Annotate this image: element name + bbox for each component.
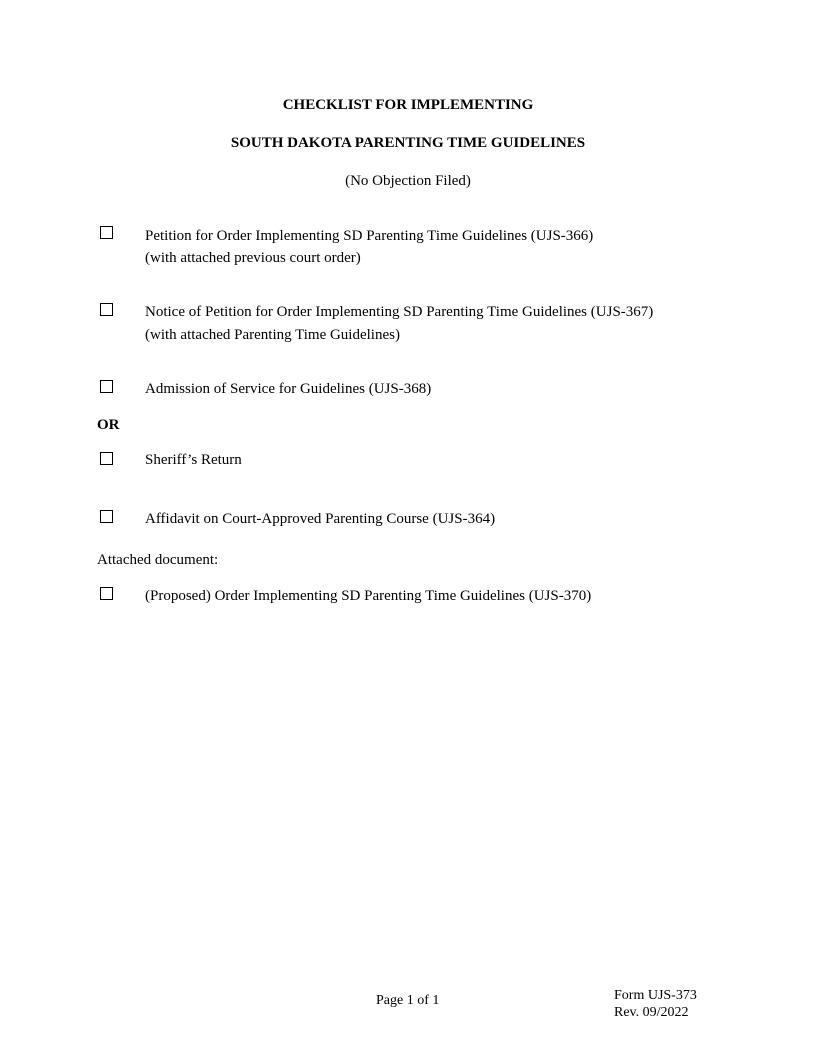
item-ujs-366-line1: Petition for Order Implementing SD Parenting Time Guidelines (UJS-366) — [145, 228, 594, 244]
item-ujs-366-line2: (with attached previous court order) — [145, 250, 361, 266]
page-title-line1: CHECKLIST FOR IMPLEMENTING — [282, 97, 534, 113]
item-ujs-367-line2: (with attached Parenting Time Guidelines) — [145, 327, 400, 343]
form-number: Form UJS-373 — [614, 988, 697, 1003]
page-title-line2: SOUTH DAKOTA PARENTING TIME GUIDELINES — [230, 135, 586, 151]
checkbox-ujs-368[interactable] — [100, 380, 113, 393]
or-label: OR — [97, 417, 120, 433]
form-info — [614, 987, 697, 1021]
item-ujs-364-line1: Affidavit on Court-Approved Parenting Course (UJS-364) — [145, 511, 496, 527]
form-revision: Rev. 09/2022 — [614, 1005, 689, 1020]
checkbox-ujs-370[interactable] — [100, 587, 113, 600]
attached-document-label: Attached document: — [97, 552, 219, 568]
item-ujs-368-line1: Admission of Service for Guidelines (UJS-368) — [145, 381, 432, 397]
item-ujs-370-line1: (Proposed) Order Implementing SD Parenting Time Guidelines (UJS-370) — [145, 588, 592, 604]
item-ujs-367-line1: Notice of Petition for Order Implementing SD Parenting Time Guidelines (UJS-367) — [145, 304, 654, 320]
checkbox-ujs-367[interactable] — [100, 303, 113, 316]
checkbox-sheriffs-return[interactable] — [100, 452, 113, 465]
page-number: Page 1 of 1 — [376, 993, 440, 1008]
page-subtitle: (No Objection Filed) — [345, 173, 471, 189]
checkbox-ujs-366[interactable] — [100, 226, 113, 239]
checkbox-ujs-364[interactable] — [100, 510, 113, 523]
item-sheriffs-return-line1: Sheriff’s Return — [145, 452, 242, 468]
